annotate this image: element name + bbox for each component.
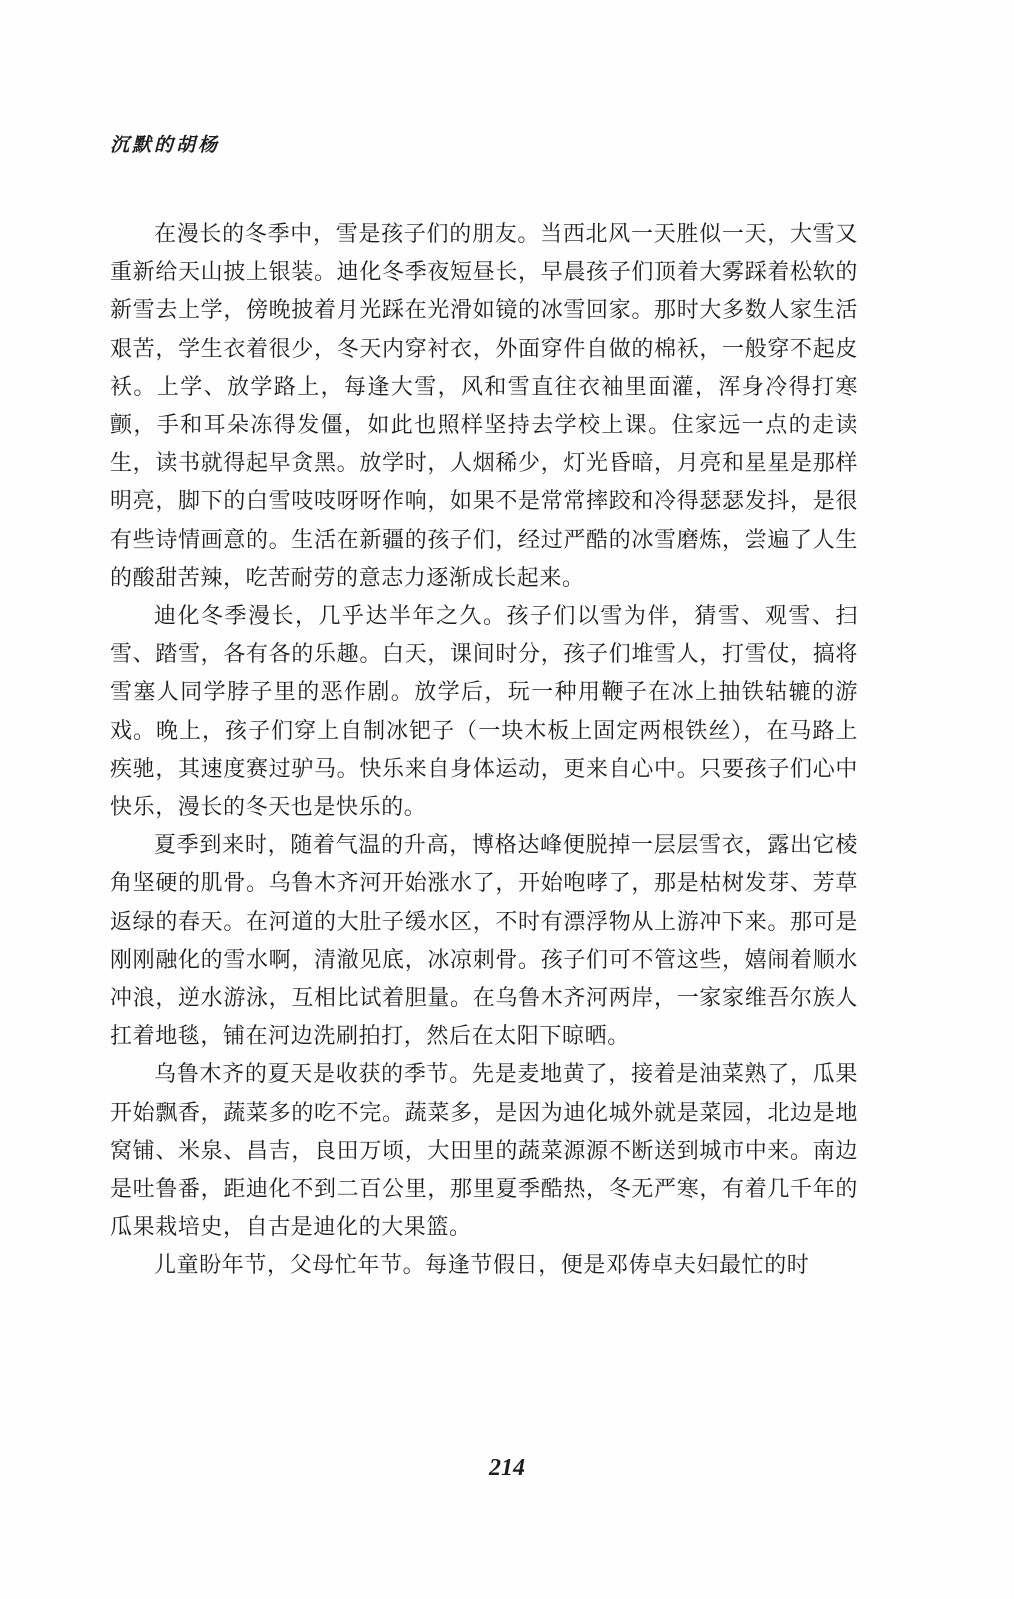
body-text bbox=[110, 216, 858, 1286]
paragraph-4: 乌鲁木齐的夏天是收获的季节。先是麦地黄了，接着是油菜熟了，瓜果开始飘香，蔬菜多的吃不完。蔬菜多，是因为迪化城外就是菜园，北边是地窝铺、米泉、昌吉，良田万顷，大田里的蔬菜源源不断送到城市中来。南边是吐鲁番，距迪化不到二百公里，那里夏季酷热，冬无严寒，有着几千年的瓜果栽培史，自古是迪化的大果篮。 bbox=[110, 1062, 858, 1241]
page-number: 214 bbox=[489, 1455, 525, 1481]
paragraph-3: 夏季到来时，随着气温的升高，博格达峰便脱掉一层层雪衣，露出它棱角坚硬的肌骨。乌鲁木齐河开始涨水了，开始咆哮了，那是枯树发芽、芳草返绿的春天。在河道的大肚子缓水区，不时有漂浮物从上游冲下来。那可是刚刚融化的雪水啊，清澈见底，冰凉刺骨。孩子们可不管这些，嬉闹着顺水冲浪，逆水游泳，互相比试着胆量。在乌鲁木齐河两岸，一家家维吾尔族人扛着地毯，铺在河边洗刷拍打，然后在太阳下晾晒。 bbox=[110, 833, 858, 1050]
running-header: 沉默的胡杨 bbox=[110, 134, 221, 156]
paragraph-2: 迪化冬季漫长，几乎达半年之久。孩子们以雪为伴，猜雪、观雪、扫雪、踏雪，各有各的乐趣。白天，课间时分，孩子们堆雪人，打雪仗，搞将雪塞人同学脖子里的恶作剧。放学后，玩一种用鞭子在冰上抽铁轱辘的游戏。晚上，孩子们穿上自制冰钯子（一块木板上固定两根铁丝），在马路上疾驰，其速度赛过驴马。快乐来自身体运动，更来自心中。只要孩子们心中快乐，漫长的冬天也是快乐的。 bbox=[110, 604, 858, 821]
paragraph-5: 儿童盼年节，父母忙年节。每逢节假日，便是邓俦卓夫妇最忙的时 bbox=[154, 1253, 810, 1279]
paragraph-1: 在漫长的冬季中，雪是孩子们的朋友。当西北风一天胜似一天，大雪又重新给天山披上银装。迪化冬季夜短昼长，早晨孩子们顶着大雾踩着松软的新雪去上学，傍晚披着月光踩在光滑如镜的冰雪回家。那时大多数人家生活艰苦，学生衣着很少，冬天内穿衬衣，外面穿件自做的棉袄，一般穿不起皮袄。上学、放学路上，每逢大雪，风和雪直往衣袖里面灌，浑身冷得打寒颤，手和耳朵冻得发僵，如此也照样坚持去学校上课。住家远一点的走读生，读书就得起早贪黑。放学时，人烟稀少，灯光昏暗，月亮和星星是那样明亮，脚下的白雪吱吱呀呀作响，如果不是常常摔跤和冷得瑟瑟发抖，是很有些诗情画意的。生活在新疆的孩子们，经过严酷的冰雪磨炼，尝遍了人生的酸甜苦辣，吃苦耐劳的意志力逐渐成长起来。 bbox=[110, 222, 858, 591]
